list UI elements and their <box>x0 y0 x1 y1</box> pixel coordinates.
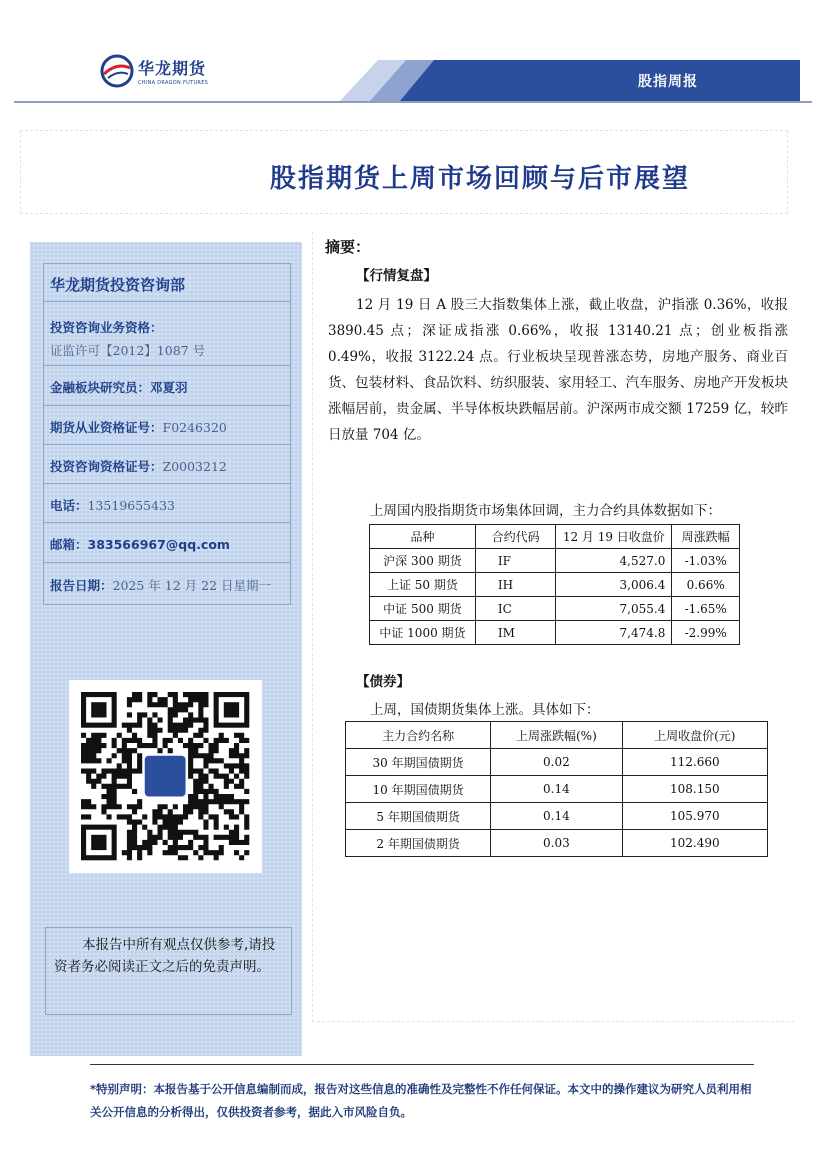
table-cell: 0.03 <box>491 830 622 857</box>
table-cell: 上证 50 期货 <box>370 573 476 597</box>
table-cell: IM <box>475 621 555 645</box>
table-cell: -1.65% <box>672 597 740 621</box>
table-cell: 沪深 300 期货 <box>370 549 476 573</box>
org-name: 华龙期货投资咨询部 <box>50 276 186 294</box>
report-type-banner <box>340 60 800 101</box>
table-header-row <box>370 525 740 549</box>
report-date: 2025 年 12 月 22 日星期一 <box>112 578 272 593</box>
table-row <box>346 803 768 830</box>
summary-heading: 摘要： <box>325 238 371 256</box>
table-cell: IC <box>475 597 555 621</box>
table-cell: 4,527.0 <box>556 549 672 573</box>
bond-heading: 【债券】 <box>356 674 410 690</box>
table-cell: IF <box>475 549 555 573</box>
futures-cert-row <box>44 406 290 445</box>
table-cell: 5 年期国债期货 <box>346 803 491 830</box>
market-review-heading: 【行情复盘】 <box>356 268 437 284</box>
org-row <box>44 264 290 302</box>
company-logo-icon <box>100 54 134 88</box>
logo-text: 华龙期货 <box>138 59 207 78</box>
table-cell: 2 年期国债期货 <box>346 830 491 857</box>
table-cell: 7,474.8 <box>556 621 672 645</box>
table-cell: 112.660 <box>622 749 767 776</box>
phone-label: 电话： <box>50 498 88 513</box>
market-review-paragraph: 12 月 19 日 A 股三大指数集体上涨，截止收盘，沪指涨 0.36%，收报 3890.45 点；深证成指涨 0.66%，收报 13140.21 点；创业板指涨 0.49%，收报 3122.24 点。行业板块呈现普涨态势，房地产服务、商业百货、包装材料、食品饮料、纺织服装、家用轻工、汽车服务、房地产开发板块涨幅居前，贵金属、半导体板块跌幅居前。沪深两市成交额 17259 亿，较昨日放量 704 亿。 <box>328 297 788 443</box>
special-statement: *特别声明：本报告基于公开信息编制而成，报告对这些信息的准确性及完整性不作任何保证。本文中的操作建议为研究人员利用相关公开信息的分析得出，仅供投资者参考，据此入市风险自负。 <box>90 1082 752 1119</box>
futures-cert-label: 期货从业资格证号： <box>50 420 163 435</box>
report-type-label: 股指周报 <box>638 74 698 90</box>
email-label: 邮箱： <box>50 537 88 552</box>
email-value[interactable]: 383566967@qq.com <box>87 537 230 552</box>
logo-subtext: CHINA DRAGON FUTURES <box>138 80 209 86</box>
table-cell: -1.03% <box>672 549 740 573</box>
table-cell: 7,055.4 <box>556 597 672 621</box>
futures-intro: 上周国内股指期货市场集体回调，主力合约具体数据如下： <box>370 503 721 519</box>
advisory-cert-row <box>44 445 290 484</box>
table-row <box>346 830 768 857</box>
table-row <box>370 549 740 573</box>
table-row <box>370 597 740 621</box>
sidebar-disclaimer-text: 本报告中所有观点仅供参考,请投资者务必阅读正文之后的免责声明。 <box>54 937 276 975</box>
table-row <box>370 573 740 597</box>
date-label: 报告日期： <box>50 578 113 593</box>
index-futures-table <box>369 524 740 645</box>
table-cell: 中证 500 期货 <box>370 597 476 621</box>
sidebar-disclaimer <box>45 927 292 1015</box>
advisory-cert-value: Z0003212 <box>162 459 227 474</box>
table-cell: 0.14 <box>491 803 622 830</box>
analyst-info-box <box>43 263 291 605</box>
table-cell: -2.99% <box>672 621 740 645</box>
page-title: 股指期货上周市场回顾与后市展望 <box>270 164 691 194</box>
table-cell: 0.66% <box>672 573 740 597</box>
table-header-row <box>346 722 768 749</box>
table-row <box>370 621 740 645</box>
table-cell: 30 年期国债期货 <box>346 749 491 776</box>
footer-divider <box>90 1064 754 1065</box>
date-row <box>44 563 290 604</box>
table-cell: 105.970 <box>622 803 767 830</box>
wechat-qr-code[interactable] <box>69 680 262 873</box>
table-header-cell: 周涨跌幅 <box>672 525 740 549</box>
futures-cert-value: F0246320 <box>162 420 227 435</box>
table-cell: 10 年期国债期货 <box>346 776 491 803</box>
table-row <box>346 776 768 803</box>
table-cell: 中证 1000 期货 <box>370 621 476 645</box>
table-header-cell: 品种 <box>370 525 476 549</box>
header-divider <box>14 101 812 103</box>
table-header-cell: 上周收盘价(元) <box>622 722 767 749</box>
qualification-row <box>44 302 290 366</box>
table-cell: 108.150 <box>622 776 767 803</box>
table-header-cell: 上周涨跌幅(%) <box>491 722 622 749</box>
table-row <box>346 749 768 776</box>
email-row <box>44 523 290 563</box>
table-cell: 102.490 <box>622 830 767 857</box>
table-cell: 0.14 <box>491 776 622 803</box>
phone-row <box>44 484 290 523</box>
table-header-cell: 合约代码 <box>475 525 555 549</box>
table-header-cell: 主力合约名称 <box>346 722 491 749</box>
researcher-name: 邓夏羽 <box>150 380 188 395</box>
researcher-label: 金融板块研究员： <box>50 380 151 395</box>
table-cell: IH <box>475 573 555 597</box>
qualification-label: 投资咨询业务资格： <box>50 320 163 335</box>
researcher-row <box>44 366 290 406</box>
table-cell: 0.02 <box>491 749 622 776</box>
qualification-value: 证监许可【2012】1087 号 <box>50 343 206 358</box>
table-cell: 3,006.4 <box>556 573 672 597</box>
bond-intro: 上周，国债期货集体上涨。具体如下： <box>370 702 600 718</box>
phone-value: 13519655433 <box>87 498 175 513</box>
qr-code-icon <box>69 680 262 873</box>
advisory-cert-label: 投资咨询资格证号： <box>50 459 163 474</box>
table-header-cell: 12 月 19 日收盘价 <box>556 525 672 549</box>
bond-futures-table <box>345 721 768 857</box>
